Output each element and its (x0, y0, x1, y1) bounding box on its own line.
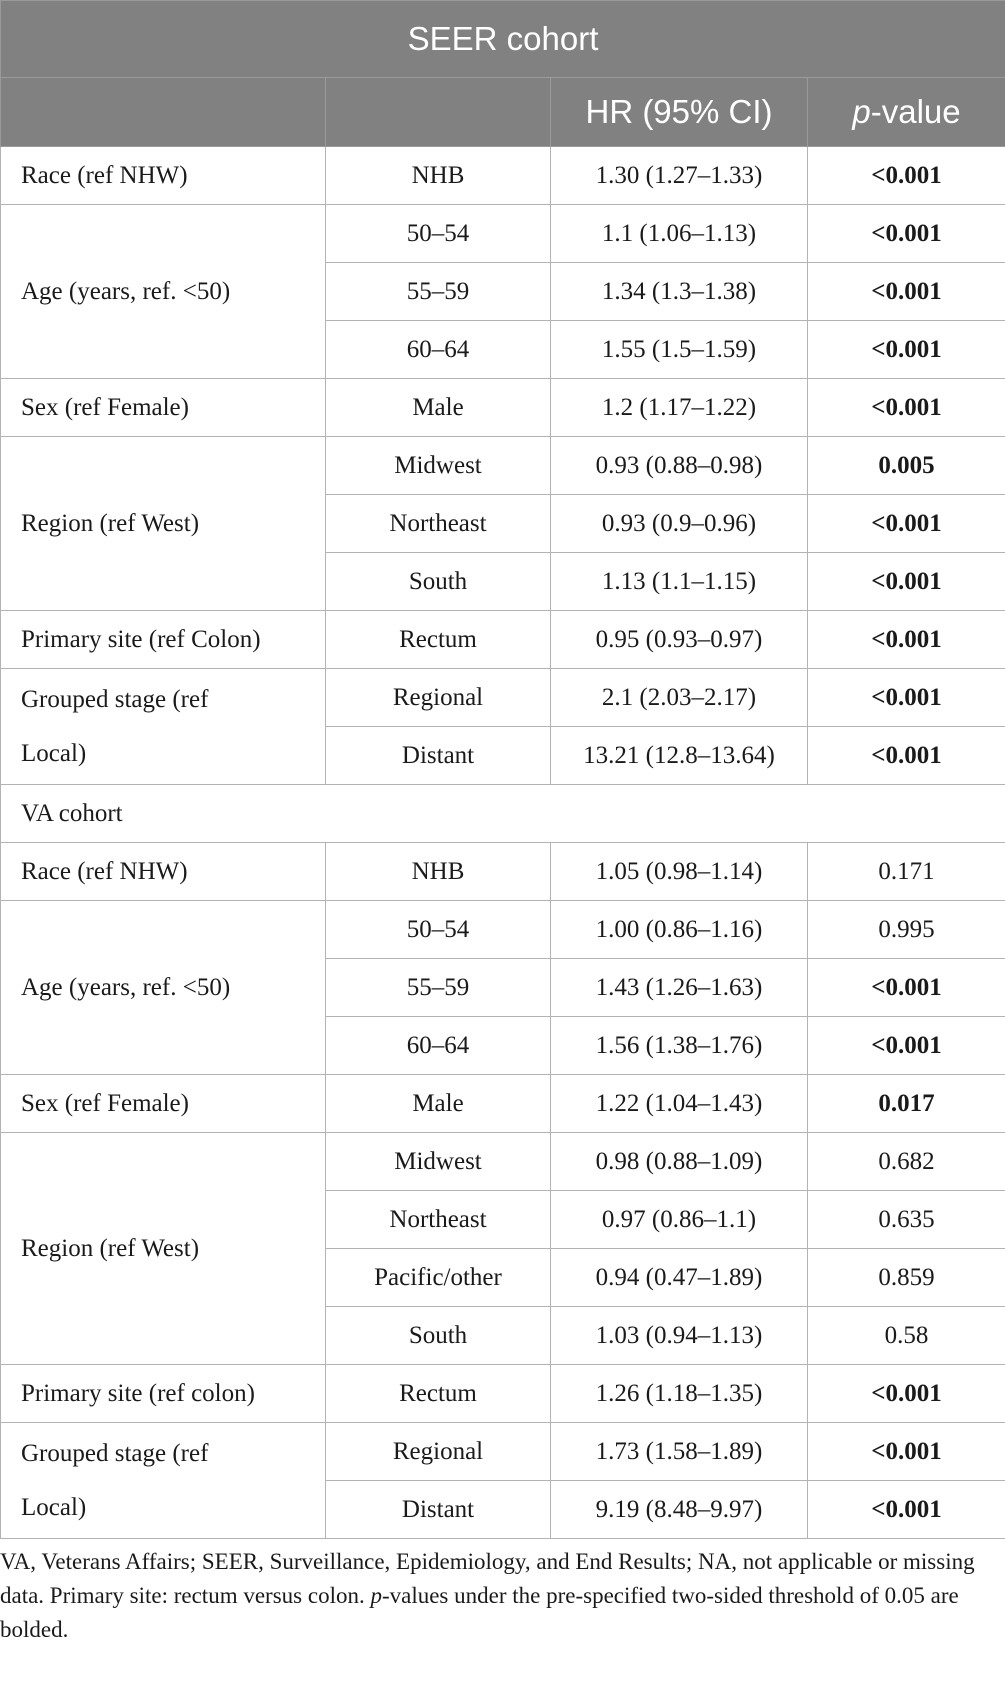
footnote-part-2: -values under the pre-specified two-sided threshold of 0.05 are bolded. (0, 1583, 959, 1642)
p-value-cell: <0.001 (808, 553, 1005, 611)
table-row (1, 669, 1005, 727)
category-cell: 50–54 (326, 901, 551, 959)
table-row (1, 1423, 1005, 1481)
hr-cell: 1.1 (1.06–1.13) (551, 205, 808, 263)
variable-cell: Race (ref NHW) (1, 843, 326, 901)
hr-cell: 0.98 (0.88–1.09) (551, 1133, 808, 1191)
category-cell: Regional (326, 669, 551, 727)
column-header-row (1, 78, 1005, 147)
variable-cell (1, 669, 326, 785)
p-value-cell: <0.001 (808, 959, 1005, 1017)
hr-cell: 1.30 (1.27–1.33) (551, 147, 808, 205)
hr-cell: 1.73 (1.58–1.89) (551, 1423, 808, 1481)
hr-cell: 1.03 (0.94–1.13) (551, 1307, 808, 1365)
category-cell: Distant (326, 1481, 551, 1539)
p-value-cell: 0.171 (808, 843, 1005, 901)
table-row (1, 843, 1005, 901)
category-cell: 50–54 (326, 205, 551, 263)
table-banner-row (1, 1, 1005, 78)
variable-cell: Race (ref NHW) (1, 147, 326, 205)
variable-line-2: Local) (21, 739, 87, 767)
hr-cell: 1.55 (1.5–1.59) (551, 321, 808, 379)
category-cell: 55–59 (326, 263, 551, 321)
hr-cell: 2.1 (2.03–2.17) (551, 669, 808, 727)
variable-line-2: Local) (21, 1493, 87, 1521)
hr-cell: 0.94 (0.47–1.89) (551, 1249, 808, 1307)
hr-cell: 1.22 (1.04–1.43) (551, 1075, 808, 1133)
table-row (1, 1075, 1005, 1133)
variable-cell: Primary site (ref Colon) (1, 611, 326, 669)
hr-cell: 1.13 (1.1–1.15) (551, 553, 808, 611)
category-cell: Rectum (326, 611, 551, 669)
table-footnote (0, 1539, 1005, 1647)
p-value-cell: <0.001 (808, 1365, 1005, 1423)
hr-cell: 9.19 (8.48–9.97) (551, 1481, 808, 1539)
section-row (1, 785, 1005, 843)
category-cell: 60–64 (326, 1017, 551, 1075)
hr-cell: 1.00 (0.86–1.16) (551, 901, 808, 959)
variable-line-1: Grouped stage (ref (21, 685, 209, 713)
category-cell: Rectum (326, 1365, 551, 1423)
category-cell: Regional (326, 1423, 551, 1481)
category-cell: Pacific/other (326, 1249, 551, 1307)
hr-cell: 1.26 (1.18–1.35) (551, 1365, 808, 1423)
p-value-cell: 0.682 (808, 1133, 1005, 1191)
hr-cell: 0.93 (0.9–0.96) (551, 495, 808, 553)
category-cell: 60–64 (326, 321, 551, 379)
p-value-cell: <0.001 (808, 147, 1005, 205)
footnote-part-1: VA, Veterans Affairs; SEER, Surveillance, Epidemiology, and End Results; NA, not applicable or missing data. Primary site: rectum versus colon. (0, 1549, 975, 1608)
variable-cell (1, 1423, 326, 1539)
p-value-cell: 0.859 (808, 1249, 1005, 1307)
category-cell: Male (326, 1075, 551, 1133)
category-cell: South (326, 553, 551, 611)
hr-cell: 0.93 (0.88–0.98) (551, 437, 808, 495)
category-cell: South (326, 1307, 551, 1365)
p-value-cell: <0.001 (808, 727, 1005, 785)
variable-cell: Age (years, ref. <50) (1, 901, 326, 1075)
hr-cell: 1.43 (1.26–1.63) (551, 959, 808, 1017)
table-row (1, 147, 1005, 205)
header-p-value (808, 78, 1005, 147)
p-value-cell: <0.001 (808, 1017, 1005, 1075)
variable-cell: Region (ref West) (1, 437, 326, 611)
variable-cell: Sex (ref Female) (1, 379, 326, 437)
hr-cell: 13.21 (12.8–13.64) (551, 727, 808, 785)
p-value-cell: <0.001 (808, 1423, 1005, 1481)
variable-cell: Sex (ref Female) (1, 1075, 326, 1133)
variable-cell: Age (years, ref. <50) (1, 205, 326, 379)
table-banner: SEER cohort (1, 1, 1005, 78)
p-value-cell: <0.001 (808, 205, 1005, 263)
header-p-rest: -value (870, 93, 961, 130)
p-value-cell: <0.001 (808, 379, 1005, 437)
table-row (1, 205, 1005, 263)
category-cell: Midwest (326, 1133, 551, 1191)
p-value-cell: 0.995 (808, 901, 1005, 959)
header-hr: HR (95% CI) (551, 78, 808, 147)
hr-cell: 0.95 (0.93–0.97) (551, 611, 808, 669)
header-p-italic: p (852, 93, 871, 130)
table-row (1, 1133, 1005, 1191)
hr-cell: 0.97 (0.86–1.1) (551, 1191, 808, 1249)
p-value-cell: 0.635 (808, 1191, 1005, 1249)
p-value-cell: <0.001 (808, 495, 1005, 553)
variable-cell: Region (ref West) (1, 1133, 326, 1365)
category-cell: Midwest (326, 437, 551, 495)
category-cell: Northeast (326, 1191, 551, 1249)
section-label: VA cohort (1, 785, 1005, 843)
category-cell: Distant (326, 727, 551, 785)
category-cell: Male (326, 379, 551, 437)
table-row (1, 611, 1005, 669)
category-cell: NHB (326, 843, 551, 901)
category-cell: NHB (326, 147, 551, 205)
category-cell: Northeast (326, 495, 551, 553)
p-value-cell: <0.001 (808, 669, 1005, 727)
p-value-cell: <0.001 (808, 1481, 1005, 1539)
p-value-cell: <0.001 (808, 611, 1005, 669)
variable-line-1: Grouped stage (ref (21, 1439, 209, 1467)
p-value-cell: 0.005 (808, 437, 1005, 495)
p-value-cell: 0.017 (808, 1075, 1005, 1133)
header-variable (1, 78, 326, 147)
header-category (326, 78, 551, 147)
variable-cell: Primary site (ref colon) (1, 1365, 326, 1423)
category-cell: 55–59 (326, 959, 551, 1017)
hr-cell: 1.2 (1.17–1.22) (551, 379, 808, 437)
table-row (1, 1365, 1005, 1423)
hr-cell: 1.56 (1.38–1.76) (551, 1017, 808, 1075)
p-value-cell: <0.001 (808, 321, 1005, 379)
p-value-cell: <0.001 (808, 263, 1005, 321)
table-row (1, 901, 1005, 959)
hr-cell: 1.34 (1.3–1.38) (551, 263, 808, 321)
p-value-cell: 0.58 (808, 1307, 1005, 1365)
hr-cell: 1.05 (0.98–1.14) (551, 843, 808, 901)
footnote-p-italic: p (370, 1583, 382, 1608)
table-row (1, 379, 1005, 437)
table-row (1, 437, 1005, 495)
